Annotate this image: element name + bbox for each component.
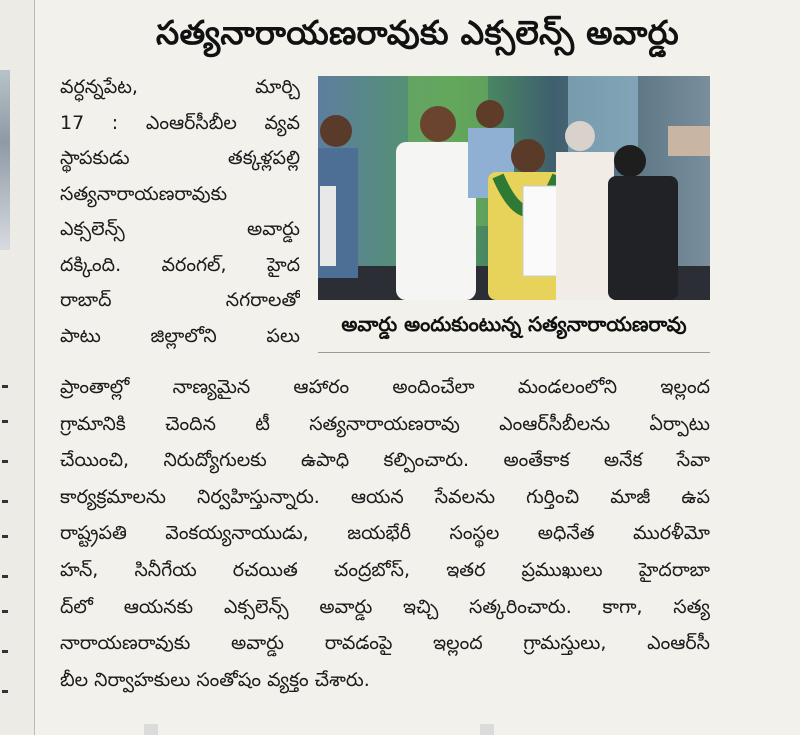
- body-line: 17 : ఎంఆర్‌సీబీల వ్యవ: [60, 111, 300, 134]
- article-body-wide: [60, 370, 710, 699]
- article-body-narrow: [60, 70, 300, 354]
- next-article-edge: [60, 724, 760, 735]
- body-line: స్థాపకుడు తక్కళ్లపల్లి: [60, 147, 300, 169]
- photo-caption: అవార్డు అందుకుంటున్న సత్యనారాయణరావు: [341, 312, 687, 336]
- body-line: ద్‌లో ఆయనకు ఎక్సలెన్స్ అవార్డు ఇచ్చి సత్కరించారు. కాగా, సత్య: [60, 595, 710, 618]
- body-line: దక్కింది. వరంగల్, హైద: [60, 253, 300, 276]
- body-line: పాటు జిల్లాలోని పలు: [60, 324, 300, 347]
- body-line: ఎక్సలెన్స్ అవార్డు: [60, 218, 300, 240]
- caption-rule: [318, 352, 710, 353]
- body-line: గ్రామానికి చెందిన టీ సత్యనారాయణరావు ఎంఆర్‌సీబీలను ఏర్పాటు: [60, 412, 710, 435]
- body-line: ప్రాంతాల్లో నాణ్యమైన ఆహారం అందించేలా మండలంలోని ఇల్లంద: [60, 376, 710, 398]
- column-divider: [34, 0, 35, 735]
- body-line: నారాయణరావుకు అవార్డు రావడంపై ఇల్లంద గ్రామస్తులు, ఎంఆర్‌సీ: [60, 632, 710, 655]
- award-ceremony-photo: [318, 76, 710, 300]
- body-line: రాష్ట్రపతి వెంకయ్యనాయుడు, జయభేరీ సంస్థల అధినేత మురళీమో: [60, 522, 710, 545]
- body-line: వర్ధన్నపేట, మార్చి: [60, 76, 300, 98]
- body-line: రాబాద్ నగరాలతో: [60, 289, 300, 311]
- article-headline: సత్యనారాయణరావుకు ఎక్సలెన్స్ అవార్డు: [156, 13, 679, 52]
- body-line: కార్యక్రమాలను నిర్వహిస్తున్నారు. ఆయన సేవలను గుర్తించి మాజీ ఉప: [60, 485, 710, 508]
- body-line: హన్, సినీగేయ రచయిత చంద్రబోస్, ఇతర ప్రముఖులు హైదరాబా: [60, 558, 710, 581]
- adjacent-photo-fragment: [0, 70, 10, 250]
- adjacent-column-edge: [0, 0, 34, 735]
- body-line: బీల నిర్వాహకులు సంతోషం వ్యక్తం చేశారు.: [60, 668, 370, 691]
- body-line: చేయించి, నిరుద్యోగులకు ఉపాధి కల్పించారు. అంతేకాక అనేక సేవా: [60, 449, 710, 472]
- body-line: సత్యనారాయణరావుకు: [60, 182, 228, 205]
